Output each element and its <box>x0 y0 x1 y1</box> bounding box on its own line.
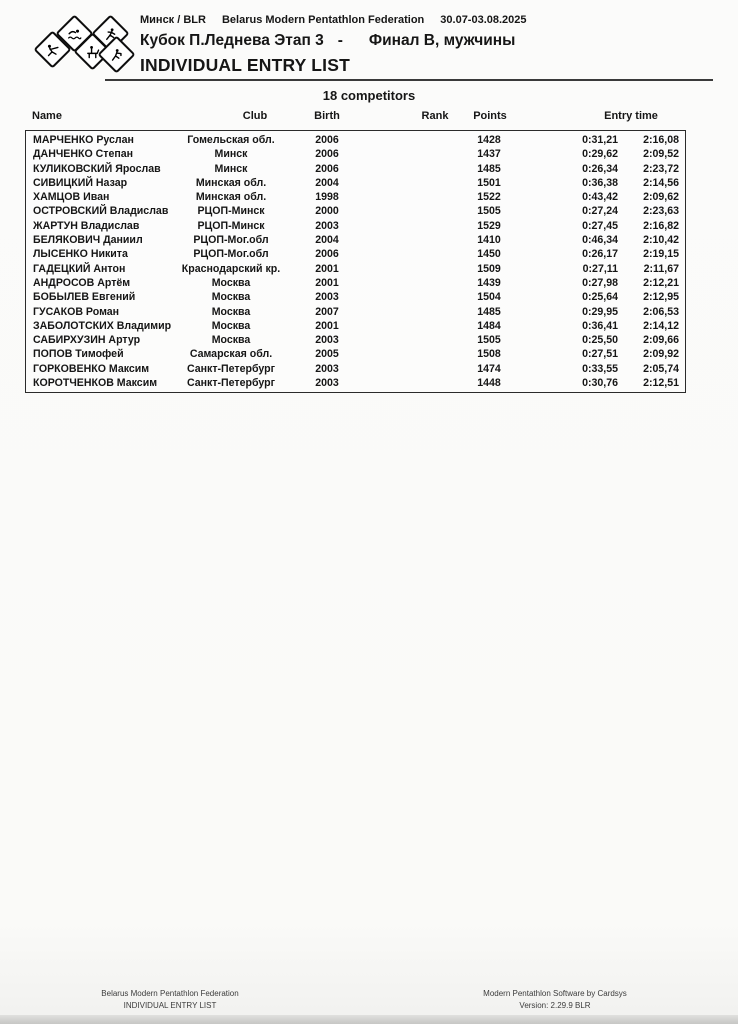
cell-club: Минская обл. <box>195 176 267 189</box>
cell-birth: 2005 <box>315 348 339 361</box>
table-row <box>26 247 685 261</box>
page-title: INDIVIDUAL ENTRY LIST <box>140 55 351 75</box>
cell-points: 1508 <box>477 348 501 361</box>
cell-rank <box>348 162 466 176</box>
event-dates: 30.07-03.08.2025 <box>440 14 527 26</box>
fencing-icon <box>45 42 59 56</box>
cell-entry-time-2: 2:14,12 <box>643 319 679 332</box>
cell-entry-time-2: 2:12,51 <box>643 377 679 390</box>
cell-points: 1428 <box>477 134 501 146</box>
cell-rank <box>348 290 466 304</box>
cell-entry-time-2: 2:09,92 <box>643 348 679 361</box>
cell-points: 1437 <box>477 148 501 161</box>
cell-name: ПОПОВ Тимофей <box>33 348 124 361</box>
cell-points: 1410 <box>477 234 501 247</box>
cell-club: Москва <box>211 276 251 289</box>
cell-club: Москва <box>211 319 251 332</box>
swimming-icon <box>67 26 81 40</box>
cell-entry-time-2: 2:09,52 <box>643 148 679 161</box>
cell-birth: 2003 <box>315 291 339 304</box>
cell-entry-time-1: 0:36,38 <box>582 176 618 189</box>
cell-points: 1484 <box>477 319 501 332</box>
cell-club: Москва <box>211 334 251 347</box>
table-row <box>26 362 685 376</box>
cell-name: САБИРХУЗИН Артур <box>33 334 141 347</box>
column-header-club: Club <box>242 110 268 122</box>
cell-name: ОСТРОВСКИЙ Владислав <box>33 205 169 218</box>
cell-entry-time-2: 2:16,82 <box>643 219 679 232</box>
column-header-birth: Birth <box>314 110 340 122</box>
cell-points: 1504 <box>477 291 501 304</box>
cell-birth: 2004 <box>315 176 339 189</box>
cell-club: Минская обл. <box>195 191 267 204</box>
cell-club: Краснодарский кр. <box>181 262 281 275</box>
cell-entry-time-2: 2:09,66 <box>643 334 679 347</box>
cell-club: Самарская обл. <box>189 348 273 361</box>
cell-rank <box>348 247 466 261</box>
cell-points: 1439 <box>477 276 501 289</box>
cell-birth: 2001 <box>315 262 339 275</box>
cell-rank <box>348 204 466 218</box>
federation-name: Belarus Modern Pentathlon Federation <box>221 14 425 26</box>
cell-club: Санкт-Петербург <box>186 377 276 390</box>
cell-entry-time-2: 2:12,95 <box>643 291 679 304</box>
cell-club: Минск <box>214 162 248 175</box>
header-divider <box>105 79 713 81</box>
table-body <box>25 130 686 393</box>
cell-entry-time-2: 2:10,42 <box>643 234 679 247</box>
footer-right <box>460 988 650 1012</box>
cell-entry-time-2: 2:19,15 <box>643 248 679 261</box>
cell-birth: 2007 <box>315 305 339 318</box>
cell-name: ЖАРТУН Владислав <box>33 219 140 232</box>
footer-federation: Belarus Modern Pentathlon Federation <box>101 989 239 998</box>
cell-entry-time-2: 2:05,74 <box>643 362 679 375</box>
cell-entry-time-2: 2:16,08 <box>643 134 679 146</box>
cell-name: КОРОТЧЕНКОВ Максим <box>33 377 158 390</box>
cell-entry-time-1: 0:27,11 <box>582 262 618 275</box>
cell-birth: 2003 <box>315 377 339 390</box>
cell-name: ГОРКОВЕНКО Максим <box>33 362 150 375</box>
table-row <box>26 262 685 276</box>
cell-birth: 1998 <box>315 191 339 204</box>
cell-entry-time-1: 0:26,34 <box>582 162 618 175</box>
cell-points: 1505 <box>477 334 501 347</box>
cell-entry-time-2: 2:11,67 <box>643 262 679 275</box>
table-row <box>26 319 685 333</box>
cell-rank <box>348 262 466 276</box>
cell-points: 1501 <box>477 176 501 189</box>
table-row <box>26 190 685 204</box>
competition-separator: - <box>337 32 343 49</box>
cell-club: Гомельская обл. <box>187 134 275 146</box>
cell-entry-time-2: 2:12,21 <box>643 276 679 289</box>
table-row <box>26 233 685 247</box>
cell-club: Москва <box>211 305 251 318</box>
table-row <box>26 333 685 347</box>
cell-birth: 2003 <box>315 362 339 375</box>
cell-birth: 2006 <box>315 248 339 261</box>
cell-name: БЕЛЯКОВИЧ Даниил <box>33 234 143 247</box>
cell-points: 1522 <box>477 191 501 204</box>
cell-name: ГАДЕЦКИЙ Антон <box>33 262 126 275</box>
cell-club: РЦОП-Минск <box>197 205 265 218</box>
cell-rank <box>348 362 466 376</box>
cell-name: АНДРОСОВ Артём <box>33 276 131 289</box>
cell-birth: 2006 <box>315 134 339 146</box>
cell-birth: 2006 <box>315 162 339 175</box>
cell-entry-time-1: 0:25,50 <box>582 334 618 347</box>
cell-points: 1529 <box>477 219 501 232</box>
cell-rank <box>348 219 466 233</box>
event-location: Минск / BLR <box>140 14 206 26</box>
cell-club: РЦОП-Мог.обл <box>193 234 269 247</box>
cell-birth: 2001 <box>315 319 339 332</box>
cell-points: 1485 <box>477 162 501 175</box>
cell-points: 1448 <box>477 377 501 390</box>
table-header-row <box>25 110 686 128</box>
table-row <box>26 176 685 190</box>
cell-rank <box>348 376 466 390</box>
table-row <box>26 219 685 233</box>
pentathlon-federation-logo <box>37 13 129 77</box>
cell-birth: 2006 <box>315 148 339 161</box>
cell-club: Санкт-Петербург <box>186 362 276 375</box>
cell-name: ГУСАКОВ Роман <box>33 305 120 318</box>
cell-entry-time-1: 0:46,34 <box>582 234 618 247</box>
column-header-entry-time: Entry time <box>604 110 658 122</box>
equestrian-icon <box>85 44 99 58</box>
cell-club: Минск <box>214 148 248 161</box>
cell-club: РЦОП-Минск <box>197 219 265 232</box>
competition-name: Кубок П.Леднева Этап 3 <box>140 32 324 49</box>
cell-entry-time-2: 2:06,53 <box>643 305 679 318</box>
cell-entry-time-1: 0:27,45 <box>582 219 618 232</box>
footer-version: Version: 2.29.9 BLR <box>519 1001 591 1010</box>
cell-entry-time-1: 0:27,51 <box>582 348 618 361</box>
cell-entry-time-1: 0:33,55 <box>582 362 618 375</box>
cell-points: 1509 <box>477 262 501 275</box>
cell-entry-time-1: 0:25,64 <box>582 291 618 304</box>
competition-round: Финал В, мужчины <box>368 32 516 49</box>
cell-entry-time-1: 0:27,24 <box>582 205 618 218</box>
footer-left <box>75 988 265 1012</box>
cell-birth: 2001 <box>315 276 339 289</box>
cell-points: 1474 <box>477 362 501 375</box>
cell-entry-time-2: 2:23,63 <box>643 205 679 218</box>
column-header-rank: Rank <box>421 110 449 122</box>
cell-birth: 2000 <box>315 205 339 218</box>
cell-rank <box>348 190 466 204</box>
cell-points: 1450 <box>477 248 501 261</box>
cell-entry-time-2: 2:14,56 <box>643 176 679 189</box>
cell-name: МАРЧЕНКО Руслан <box>33 134 134 146</box>
cell-rank <box>348 305 466 319</box>
cell-club: РЦОП-Мог.обл <box>193 248 269 261</box>
table-row <box>26 276 685 290</box>
table-row <box>26 147 685 161</box>
cell-name: ХАМЦОВ Иван <box>33 191 110 204</box>
document-header <box>140 14 725 76</box>
cell-rank <box>348 347 466 361</box>
cell-entry-time-1: 0:36,41 <box>582 319 618 332</box>
footer-report-name: INDIVIDUAL ENTRY LIST <box>123 1001 217 1010</box>
cell-name: ЛЫСЕНКО Никита <box>33 248 128 261</box>
column-header-points: Points <box>473 110 507 122</box>
cell-name: ДАНЧЕНКО Степан <box>33 148 134 161</box>
cell-rank <box>348 133 466 147</box>
cell-rank <box>348 276 466 290</box>
cell-birth: 2003 <box>315 334 339 347</box>
competitors-count: 18 competitors <box>322 88 416 103</box>
cell-entry-time-1: 0:26,17 <box>582 248 618 261</box>
cell-points: 1505 <box>477 205 501 218</box>
cell-entry-time-1: 0:29,95 <box>582 305 618 318</box>
cell-rank <box>348 319 466 333</box>
cell-birth: 2004 <box>315 234 339 247</box>
cell-entry-time-2: 2:23,72 <box>643 162 679 175</box>
cell-points: 1485 <box>477 305 501 318</box>
table-row <box>26 133 685 147</box>
table-row <box>26 290 685 304</box>
cell-entry-time-1: 0:31,21 <box>582 134 618 146</box>
cell-entry-time-2: 2:09,62 <box>643 191 679 204</box>
table-row <box>26 305 685 319</box>
cell-rank <box>348 233 466 247</box>
cell-rank <box>348 176 466 190</box>
cell-entry-time-1: 0:27,98 <box>582 276 618 289</box>
laser-run-icon <box>109 47 123 61</box>
cell-entry-time-1: 0:30,76 <box>582 377 618 390</box>
cell-name: ЗАБОЛОТСКИХ Владимир <box>33 319 172 332</box>
competition-line <box>140 32 725 50</box>
table-row <box>26 204 685 218</box>
cell-rank <box>348 147 466 161</box>
cell-rank <box>348 333 466 347</box>
cell-name: СИВИЦКИЙ Назар <box>33 176 128 189</box>
column-header-name: Name <box>32 110 62 122</box>
table-row <box>26 376 685 390</box>
cell-birth: 2003 <box>315 219 339 232</box>
footer-software: Modern Pentathlon Software by Cardsys <box>483 989 627 998</box>
table-row <box>26 347 685 361</box>
cell-name: КУЛИКОВСКИЙ Ярослав <box>33 162 161 175</box>
photo-edge-band <box>0 1015 738 1024</box>
table-row <box>26 162 685 176</box>
cell-club: Москва <box>211 291 251 304</box>
cell-name: БОБЫЛЕВ Евгений <box>33 291 136 304</box>
cell-entry-time-1: 0:43,42 <box>582 191 618 204</box>
cell-entry-time-1: 0:29,62 <box>582 148 618 161</box>
header-meta-line <box>140 14 725 26</box>
